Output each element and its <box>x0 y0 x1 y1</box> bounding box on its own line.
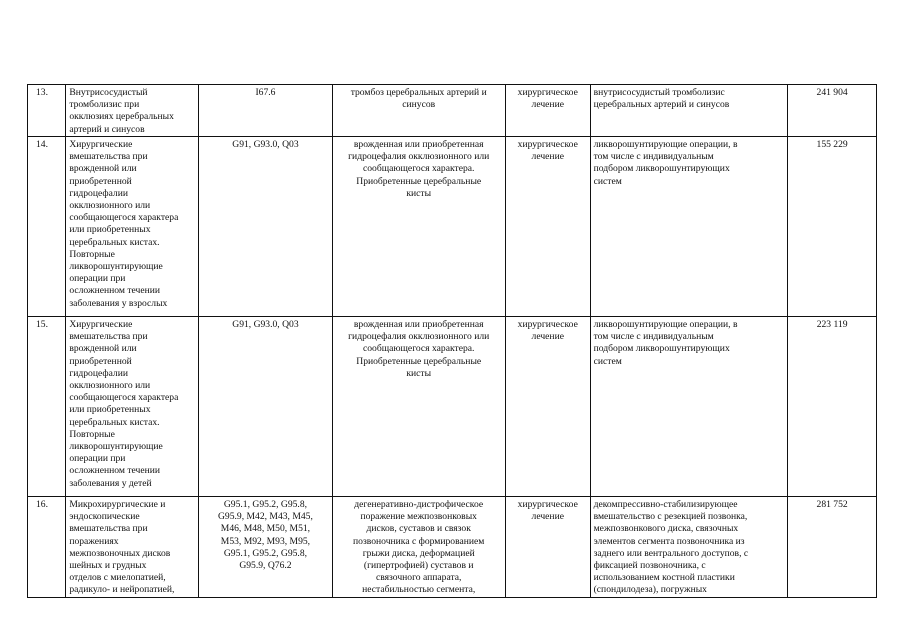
care-name: Микрохирургические и эндоскопические вмешательства при поражениях межпозвоночных дисков шейных и грудных отделов с миелопатией, радикуло- и нейропатией, <box>66 497 199 598</box>
care-name: Хирургические вмешательства при врожденной или приобретенной гидроцефалии окклюзионного или сообщающегося характера или приобретенных церебральных кистах. Повторные ликворошунтирующие операции при осложненном течении заболевания у взрослых <box>66 137 199 317</box>
cost-value: 241 904 <box>788 85 877 137</box>
treatment-type: хирургическое лечение <box>505 85 590 137</box>
patient-model: врожденная или приобретенная гидроцефалия окклюзионного или сообщающегося характера. Приобретенные церебральные кисты <box>332 137 505 317</box>
treatment-type: хирургическое лечение <box>505 497 590 598</box>
treatment-method: декомпрессивно-стабилизирующее вмешательство с резекцией позвонка, межпозвонкового диска, связочных элементов сегмента позвоночника из заднего или вентрального доступов, с фиксацией позвоночника, с использованием костной пластики (спондилодеза), погружных <box>590 497 788 598</box>
table-row <box>28 317 877 497</box>
table-row <box>28 137 877 317</box>
row-number: 13. <box>28 85 66 137</box>
patient-model: врожденная или приобретенная гидроцефалия окклюзионного или сообщающегося характера. Приобретенные церебральные кисты <box>332 317 505 497</box>
cost-value: 281 752 <box>788 497 877 598</box>
care-name: Внутрисосудистый тромболизис при окклюзиях церебральных артерий и синусов <box>66 85 199 137</box>
icd-codes: G91, G93.0, Q03 <box>199 317 332 497</box>
row-number: 14. <box>28 137 66 317</box>
row-number: 16. <box>28 497 66 598</box>
patient-model: тромбоз церебральных артерий и синусов <box>332 85 505 137</box>
care-name: Хирургические вмешательства при врожденной или приобретенной гидроцефалии окклюзионного или сообщающегося характера или приобретенных церебральных кистах. Повторные ликворошунтирующие операции при осложненном течении заболевания у детей <box>66 317 199 497</box>
treatment-method: ликворошунтирующие операции, в том числе с индивидуальным подбором ликворошунтирующих систем <box>590 317 788 497</box>
treatment-type: хирургическое лечение <box>505 137 590 317</box>
table-row <box>28 85 877 137</box>
row-number: 15. <box>28 317 66 497</box>
icd-codes: G95.1, G95.2, G95.8, G95.9, M42, M43, M45, M46, M48, M50, M51, M53, M92, M93, M95, G95.1, G95.2, G95.8, G95.9, Q76.2 <box>199 497 332 598</box>
cost-value: 223 119 <box>788 317 877 497</box>
icd-codes: I67.6 <box>199 85 332 137</box>
cost-value: 155 229 <box>788 137 877 317</box>
table-row <box>28 497 877 598</box>
treatment-method: ликворошунтирующие операции, в том числе с индивидуальным подбором ликворошунтирующих систем <box>590 137 788 317</box>
medical-care-table <box>27 84 877 598</box>
treatment-type: хирургическое лечение <box>505 317 590 497</box>
patient-model: дегенеративно-дистрофическое поражение межпозвонковых дисков, суставов и связок позвоночника с формированием грыжи диска, деформацией (гипертрофией) суставов и связочного аппарата, нестабильностью сегмента, <box>332 497 505 598</box>
treatment-method: внутрисосудистый тромболизис церебральных артерий и синусов <box>590 85 788 137</box>
icd-codes: G91, G93.0, Q03 <box>199 137 332 317</box>
